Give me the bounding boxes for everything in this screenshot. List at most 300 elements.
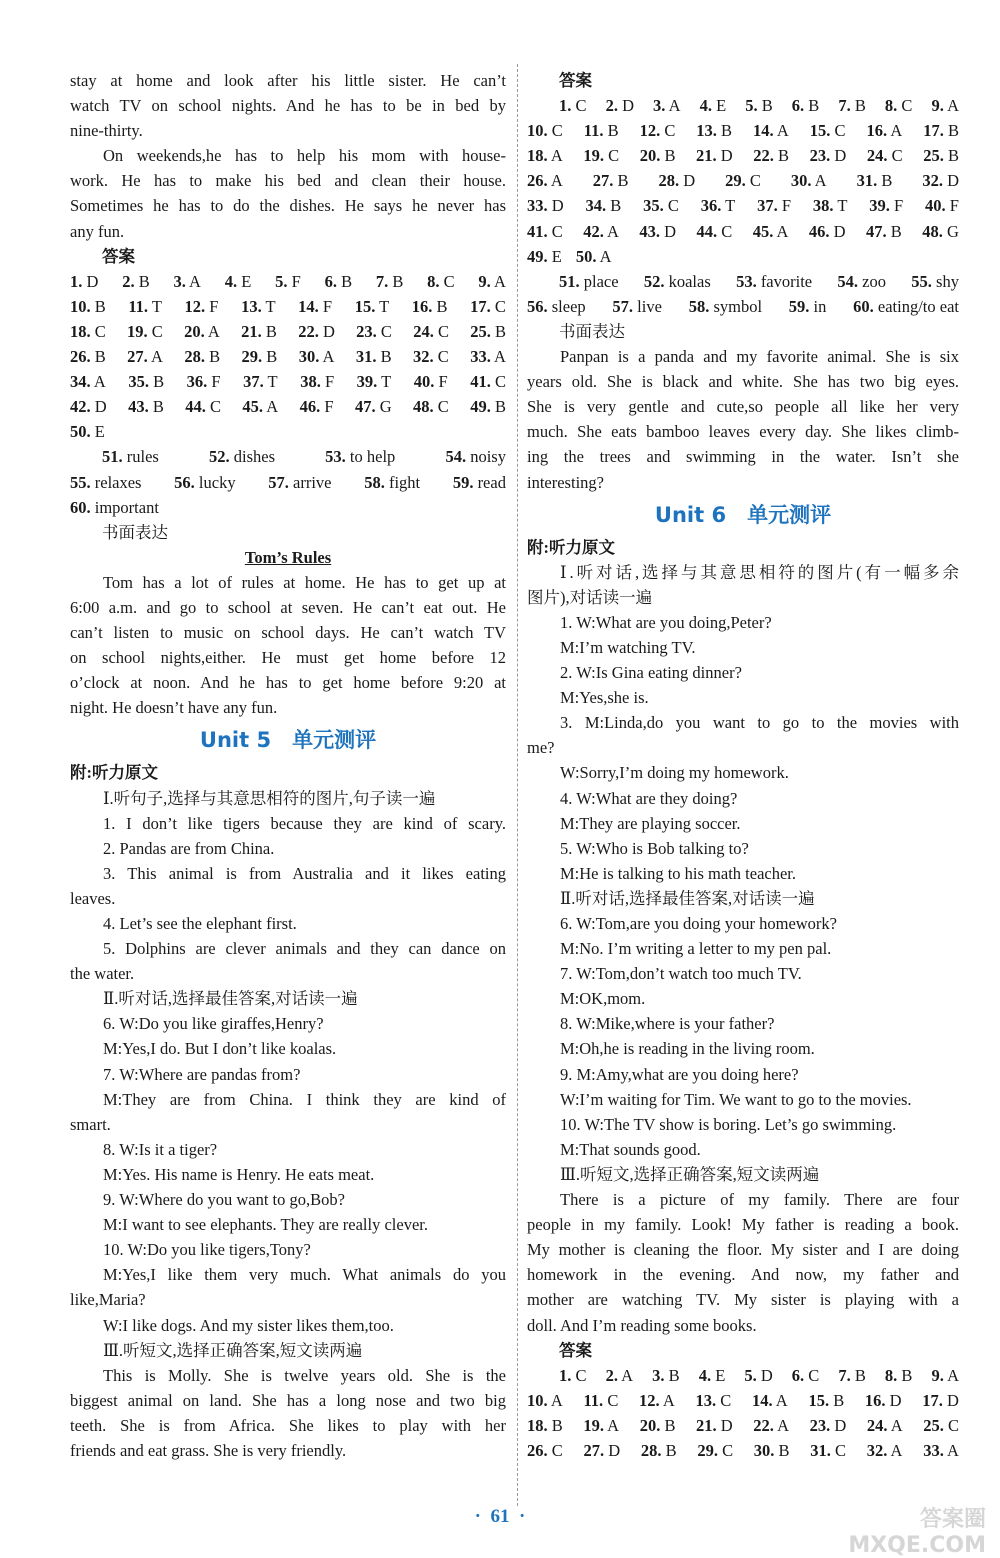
- text-line: 附:听力原文: [70, 763, 158, 783]
- answer-number: 59.: [788, 296, 810, 316]
- answer-item: [867, 143, 903, 168]
- text-line: M:Oh,he is reading in the living room.: [560, 1039, 815, 1059]
- answer-value: C: [943, 1415, 959, 1435]
- answer-number: 44.: [696, 221, 718, 241]
- answer-value: B: [148, 372, 165, 392]
- answer-item: [122, 269, 150, 294]
- answer-item: [744, 1363, 772, 1388]
- answer-item: [923, 1438, 959, 1463]
- answer-item: [70, 344, 106, 369]
- answer-item: [922, 168, 959, 193]
- answer-number: 8.: [884, 1365, 898, 1385]
- answer-item: [527, 168, 563, 193]
- answer-value: B: [376, 347, 392, 367]
- answer-value: sleep: [547, 296, 586, 316]
- answer-item: [867, 1413, 903, 1438]
- answer-number: 56.: [174, 472, 195, 492]
- answer-value: B: [943, 146, 959, 166]
- answer-item: [606, 93, 634, 118]
- answer-item: [185, 294, 219, 319]
- answer-value: zoo: [858, 271, 886, 291]
- answer-item: [701, 193, 736, 218]
- answer-item: [427, 269, 455, 294]
- text-line: 2. W:Is Gina eating dinner?: [560, 663, 742, 683]
- answer-number: 42.: [583, 221, 604, 241]
- answer-item: [641, 1438, 677, 1463]
- answer-item: [792, 93, 820, 118]
- answer-number: 22.: [753, 1415, 774, 1435]
- text-line: M:They are playing soccer.: [560, 813, 741, 833]
- answer-value: B: [490, 321, 506, 341]
- answer-value: A: [263, 397, 279, 417]
- text-line: doll. And I’m reading some books.: [527, 1315, 757, 1335]
- answer-value: B: [148, 397, 164, 417]
- answer-row: [527, 143, 959, 168]
- answer-item: [867, 1438, 903, 1463]
- answer-item: [753, 118, 789, 143]
- answer-item: [838, 1363, 866, 1388]
- answer-item: [837, 269, 886, 294]
- answer-row: [70, 444, 506, 469]
- answer-number: 56.: [527, 296, 548, 316]
- answer-number: 3.: [653, 96, 666, 116]
- answer-number: 54.: [445, 447, 467, 467]
- text-line: 答案: [102, 246, 135, 266]
- answer-number: 35.: [643, 196, 664, 216]
- left-column: [70, 68, 506, 1463]
- answer-number: 11.: [128, 296, 149, 316]
- answer-value: B: [716, 121, 733, 141]
- answer-value: A: [943, 1440, 959, 1460]
- answer-value: D: [82, 271, 99, 291]
- answer-value: D: [660, 221, 677, 241]
- answer-value: E: [237, 271, 252, 291]
- answer-item: [127, 344, 163, 369]
- answer-value: B: [850, 96, 866, 116]
- answer-number: 29.: [725, 171, 746, 191]
- text-line: can’t listen to music on school days. He can’t watch TV: [70, 623, 506, 643]
- answer-value: C: [745, 171, 761, 191]
- answer-value: arrive: [288, 472, 332, 492]
- answer-item: [470, 344, 506, 369]
- answer-number: 55.: [70, 472, 91, 492]
- answer-item: [325, 269, 353, 294]
- answer-number: 7.: [838, 1365, 851, 1385]
- answer-item: [853, 294, 959, 319]
- answer-number: 20.: [639, 146, 661, 166]
- answer-item: [325, 444, 395, 469]
- answer-item: [922, 219, 959, 244]
- answer-value: T: [263, 372, 278, 392]
- text-line: Ⅱ.听对话,选择最佳答案,对话读一遍: [103, 989, 358, 1009]
- text-line: 6. W:Tom,are you doing your homework?: [560, 914, 837, 933]
- text-line: any fun.: [70, 221, 125, 241]
- answer-value: B: [661, 1440, 677, 1460]
- answer-value: F: [889, 196, 904, 216]
- answer-value: B: [877, 171, 893, 191]
- answer-number: 27.: [127, 347, 148, 367]
- answer-number: 42.: [70, 397, 91, 417]
- answer-value: T: [833, 196, 848, 216]
- answer-number: 28.: [658, 171, 680, 191]
- answer-value: D: [716, 146, 733, 166]
- text-line: years old. She is black and white. She has two big eyes.: [527, 372, 959, 392]
- answer-value: lucky: [194, 472, 236, 492]
- answer-item: [70, 394, 107, 419]
- answer-item: [559, 93, 587, 118]
- answer-value: B: [613, 171, 629, 191]
- answer-number: 25.: [470, 321, 491, 341]
- answer-value: B: [261, 321, 277, 341]
- answer-number: 18.: [527, 1415, 548, 1435]
- answer-item: [242, 394, 278, 419]
- text-line: biggest animal on land. She has a long nose and two big: [70, 1390, 506, 1410]
- answer-value: D: [830, 146, 847, 166]
- answer-item: [697, 219, 733, 244]
- text-line: 书面表达: [559, 321, 625, 341]
- answer-value: C: [660, 121, 676, 141]
- answer-number: 24.: [866, 1415, 888, 1435]
- answer-item: [412, 294, 448, 319]
- answer-item: [70, 495, 159, 520]
- answer-item: [242, 344, 278, 369]
- answer-value: D: [885, 1390, 902, 1410]
- answer-number: 26.: [527, 1440, 548, 1460]
- answer-value: C: [490, 296, 506, 316]
- answer-number: 13.: [695, 1390, 717, 1410]
- answer-value: B: [774, 1440, 790, 1460]
- answer-number: 30.: [790, 171, 812, 191]
- answer-value: rules: [122, 447, 159, 467]
- answer-number: 30.: [753, 1440, 775, 1460]
- answer-item: [209, 444, 275, 469]
- answer-number: 16.: [866, 121, 888, 141]
- answer-item: [612, 294, 662, 319]
- answer-number: 10.: [70, 296, 91, 316]
- answer-item: [644, 269, 711, 294]
- answer-row: [70, 319, 506, 344]
- answer-value: read: [473, 472, 506, 492]
- answer-value: F: [320, 372, 335, 392]
- answer-item: [174, 470, 235, 495]
- answer-item: [470, 394, 506, 419]
- answer-item: [70, 470, 141, 495]
- answer-number: 16.: [864, 1390, 886, 1410]
- answer-item: [184, 344, 220, 369]
- answer-value: A: [773, 121, 789, 141]
- answer-value: A: [887, 1415, 903, 1435]
- answer-row: [70, 470, 506, 495]
- answer-number: 12.: [184, 296, 206, 316]
- answer-value: C: [433, 397, 449, 417]
- answer-value: F: [318, 296, 333, 316]
- answer-item: [184, 319, 220, 344]
- answer-item: [298, 319, 335, 344]
- answer-row: [70, 294, 506, 319]
- text-line: M:OK,mom.: [560, 989, 646, 1009]
- answer-number: 23.: [809, 146, 831, 166]
- answer-number: 34.: [70, 372, 91, 392]
- answer-item: [639, 1388, 675, 1413]
- answer-number: 8.: [884, 96, 898, 116]
- unit-title: Unit 6 单元测评: [654, 502, 832, 527]
- answer-value: C: [897, 96, 913, 116]
- text-line: Ⅲ.听短文,选择正确答案,短文读两遍: [103, 1340, 363, 1360]
- answer-value: G: [375, 397, 392, 417]
- answer-number: 30.: [298, 347, 320, 367]
- answer-value: to help: [345, 447, 396, 467]
- answer-number: 10.: [527, 121, 548, 141]
- answer-item: [754, 1438, 790, 1463]
- answer-item: [810, 143, 847, 168]
- answer-item: [697, 1438, 733, 1463]
- answer-value: T: [377, 372, 392, 392]
- text-line: o’clock at noon. And he has to get home before 9:20 at: [70, 673, 506, 693]
- answer-value: E: [90, 422, 105, 442]
- text-line: 10. W:The TV show is boring. Let’s go swimming.: [560, 1114, 897, 1134]
- answer-item: [865, 1388, 902, 1413]
- answer-number: 57.: [612, 296, 634, 316]
- answer-value: C: [547, 121, 563, 141]
- text-line: Ⅰ.听句子,选择与其意思相符的图片,句子读一遍: [103, 788, 436, 808]
- answer-item: [923, 1413, 959, 1438]
- answer-number: 24.: [866, 146, 888, 166]
- text-line: 答案: [559, 1340, 592, 1360]
- watermark-logo: 答案圈 MXQE.COM: [848, 1507, 986, 1558]
- answer-item: [696, 118, 732, 143]
- answer-value: C: [830, 121, 846, 141]
- answer-item: [813, 193, 848, 218]
- answer-item: [241, 294, 276, 319]
- answer-item: [736, 269, 812, 294]
- answer-number: 2.: [605, 1365, 618, 1385]
- answer-value: live: [633, 296, 662, 316]
- unit-title: Unit 5 单元测评: [199, 728, 377, 753]
- answer-item: [413, 394, 449, 419]
- text-line: Ⅱ.听对话,选择最佳答案,对话读一遍: [560, 888, 815, 908]
- text-line: 9. M:Amy,what are you doing here?: [560, 1064, 799, 1084]
- answer-item: [584, 118, 619, 143]
- answer-number: 51.: [102, 447, 123, 467]
- answer-item: [857, 168, 893, 193]
- text-line: M:I’m watching TV.: [560, 637, 696, 657]
- answer-item: [413, 319, 449, 344]
- answer-value: D: [716, 1415, 733, 1435]
- text-line: 图片),对话读一遍: [527, 587, 653, 607]
- text-line: Tom’s Rules: [244, 547, 332, 567]
- answer-value: relaxes: [90, 472, 142, 492]
- answer-number: 14.: [751, 1390, 773, 1410]
- answer-number: 25.: [923, 146, 944, 166]
- text-line: M:They are from China. I think they are kind of: [103, 1089, 506, 1109]
- answer-value: C: [830, 1440, 847, 1460]
- answer-number: 33.: [527, 196, 548, 216]
- answer-row: [70, 495, 506, 520]
- answer-value: A: [773, 221, 789, 241]
- answer-number: 1.: [559, 1365, 572, 1385]
- text-line: M:He is talking to his math teacher.: [560, 863, 796, 883]
- answer-number: 40.: [413, 372, 435, 392]
- answer-number: 40.: [925, 196, 946, 216]
- answer-item: [757, 193, 791, 218]
- answer-item: [869, 193, 903, 218]
- answer-number: 4.: [224, 271, 238, 291]
- answer-number: 41.: [527, 221, 548, 241]
- answer-value: koalas: [664, 271, 711, 291]
- answer-item: [885, 1363, 913, 1388]
- answer-value: D: [942, 171, 959, 191]
- text-line: Panpan is a panda and my favorite animal. She is six: [560, 347, 959, 367]
- answer-value: B: [660, 1415, 676, 1435]
- answer-value: place: [579, 271, 619, 291]
- answer-item: [606, 1363, 634, 1388]
- answer-value: B: [829, 1390, 845, 1410]
- answer-value: C: [571, 1365, 587, 1385]
- answer-item: [70, 369, 106, 394]
- answer-value: A: [547, 1390, 563, 1410]
- answer-value: important: [90, 497, 159, 517]
- answer-item: [128, 394, 164, 419]
- answer-value: A: [185, 271, 201, 291]
- answer-item: [753, 219, 789, 244]
- answer-item: [586, 193, 622, 218]
- text-line: Ⅰ.听对话,选择与其意思相符的图片(有一幅多余: [560, 562, 959, 582]
- answer-value: F: [777, 196, 792, 216]
- answer-number: 18.: [70, 321, 91, 341]
- answer-number: 26.: [527, 171, 548, 191]
- answer-number: 12.: [639, 121, 661, 141]
- answer-value: C: [376, 321, 392, 341]
- answer-value: B: [603, 121, 619, 141]
- answer-item: [127, 319, 163, 344]
- answer-number: 6.: [791, 96, 805, 116]
- answer-number: 18.: [527, 146, 548, 166]
- answer-number: 17.: [470, 296, 491, 316]
- answer-value: A: [547, 146, 563, 166]
- answer-number: 36.: [186, 372, 208, 392]
- answer-item: [576, 244, 612, 269]
- answer-value: A: [147, 347, 163, 367]
- answer-number: 27.: [592, 171, 614, 191]
- answer-item: [593, 168, 629, 193]
- answer-value: D: [830, 1415, 847, 1435]
- text-line: the water.: [70, 964, 135, 984]
- answer-value: D: [829, 221, 846, 241]
- answer-item: [640, 1413, 676, 1438]
- answer-number: 4.: [699, 96, 712, 116]
- page-number: · 61 ·: [474, 1506, 526, 1527]
- answer-number: 46.: [299, 397, 321, 417]
- answer-value: C: [547, 1440, 563, 1460]
- text-line: 4. W:What are they doing?: [560, 788, 738, 808]
- answer-number: 3.: [652, 1365, 665, 1385]
- answer-item: [583, 143, 619, 168]
- text-line: 6. W:Do you like giraffes,Henry?: [103, 1014, 324, 1034]
- answer-number: 38.: [300, 372, 321, 392]
- answer-value: D: [547, 196, 564, 216]
- answer-item: [364, 470, 420, 495]
- answer-number: 54.: [837, 271, 859, 291]
- answer-item: [583, 1438, 620, 1463]
- answer-value: A: [887, 121, 903, 141]
- answer-item: [478, 269, 506, 294]
- answer-item: [753, 1413, 789, 1438]
- answer-item: [300, 394, 334, 419]
- answer-number: 5.: [744, 1365, 757, 1385]
- answer-item: [128, 294, 162, 319]
- answer-number: 10.: [527, 1390, 548, 1410]
- answer-value: D: [90, 397, 107, 417]
- answer-value: B: [90, 296, 106, 316]
- answer-value: A: [490, 271, 506, 291]
- answer-item: [187, 369, 221, 394]
- answer-number: 16.: [411, 296, 433, 316]
- answer-number: 22.: [753, 146, 774, 166]
- answer-number: 9.: [931, 1365, 944, 1385]
- answer-value: A: [887, 1440, 903, 1460]
- answer-item: [268, 470, 331, 495]
- answer-item: [445, 444, 506, 469]
- answer-item: [527, 1413, 563, 1438]
- answer-value: A: [603, 221, 619, 241]
- answer-item: [356, 344, 392, 369]
- answer-value: A: [665, 96, 681, 116]
- answer-item: [241, 319, 277, 344]
- answer-item: [658, 168, 695, 193]
- answer-number: 53.: [325, 447, 346, 467]
- answer-number: 37.: [757, 196, 778, 216]
- answer-number: 58.: [688, 296, 710, 316]
- text-line: M:Yes. His name is Henry. He eats meat.: [103, 1164, 375, 1184]
- text-line: watch TV on school nights. And he has to be in bed by: [70, 96, 506, 116]
- answer-value: A: [90, 372, 106, 392]
- answer-number: 21.: [241, 321, 262, 341]
- answer-number: 19.: [127, 321, 148, 341]
- answer-item: [128, 369, 164, 394]
- answer-row: [527, 1388, 959, 1413]
- answer-item: [583, 1388, 618, 1413]
- answer-number: 55.: [911, 271, 932, 291]
- answer-item: [583, 1413, 619, 1438]
- answer-item: [70, 269, 98, 294]
- answer-number: 7.: [375, 271, 389, 291]
- answer-value: symbol: [709, 296, 763, 316]
- text-line: 3. This animal is from Australia and it likes eating: [103, 863, 506, 883]
- answer-item: [376, 269, 404, 294]
- answer-number: 15.: [354, 296, 376, 316]
- answer-row: [70, 419, 506, 444]
- answer-number: 4.: [698, 1365, 712, 1385]
- answer-value: D: [756, 1365, 773, 1385]
- answer-value: B: [204, 347, 221, 367]
- answer-number: 59.: [452, 472, 474, 492]
- text-line: 答案: [559, 71, 592, 90]
- text-line: smart.: [70, 1114, 111, 1134]
- answer-item: [102, 444, 159, 469]
- answer-item: [527, 193, 564, 218]
- answer-value: C: [205, 397, 222, 417]
- answer-number: 3.: [173, 271, 186, 291]
- answer-number: 6.: [791, 1365, 805, 1385]
- answer-number: 27.: [583, 1440, 605, 1460]
- answer-number: 29.: [697, 1440, 718, 1460]
- answer-number: 44.: [185, 397, 206, 417]
- answer-item: [923, 118, 959, 143]
- answer-number: 8.: [427, 271, 440, 291]
- answer-number: 21.: [696, 146, 717, 166]
- answer-item: [696, 143, 733, 168]
- answer-number: 50.: [575, 246, 597, 266]
